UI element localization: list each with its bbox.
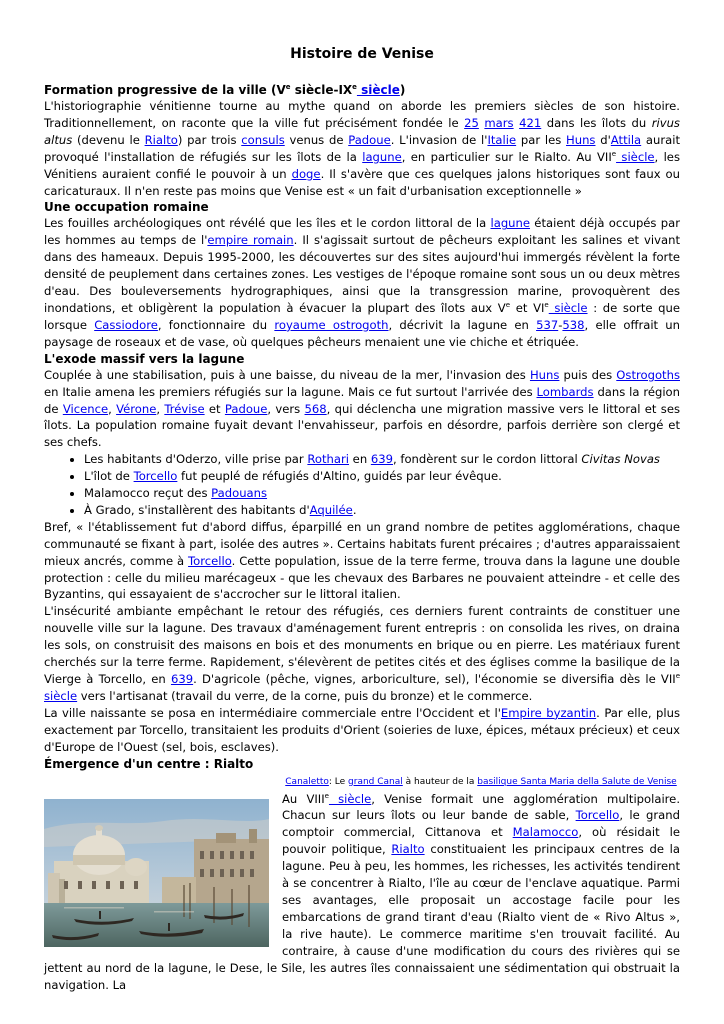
link-cassiodore[interactable]: Cassiodore — [94, 317, 158, 332]
link-aquilee[interactable]: Aquilée — [309, 502, 353, 517]
link-rialto[interactable]: Rialto — [391, 842, 425, 857]
link-siecle[interactable]: siècle — [356, 83, 400, 97]
section-heading-formation: Formation progressive de la ville (Ve siècle-IXe siècle) — [44, 83, 406, 97]
link-639[interactable]: 639 — [370, 452, 393, 467]
list-item: • Les habitants d'Oderzo, ville prise par Rothari en 639, fondèrent sur le cordon littoral Civitas Novas — [84, 451, 680, 468]
paragraph-insecurite: L'insécurité ambiante empêchant le retour des réfugiés, ces derniers furent contraints de constituer une nouvelle ville sur la lagune. Des travaux d'aménagement furent entrepris : on consolida les rives, on draina les sols, on construisit des maisons en bois et des monuments en brique ou en pierre. Les matériaux furent cherchés sur la terre ferme. Rapidement, s'élevèrent de petites cités et des églises comme la basilique de la Vierge à Torcello, en 639. D'agricole (pêche, vignes, arboriculture, sel), l'économie se diversifia dès le VIIe siècle vers l'artisanat (travail du verre, de la corne, puis du bronze) et le commerce. — [44, 604, 680, 703]
link-rialto[interactable]: Rialto — [144, 132, 178, 147]
canaletto-painting-image[interactable] — [44, 799, 269, 947]
link-torcello[interactable]: Torcello — [133, 469, 178, 484]
link-grand-canal[interactable]: grand Canal — [348, 776, 403, 787]
section-heading-occupation: Une occupation romaine — [44, 200, 209, 215]
link-siecle[interactable]: siècle — [548, 300, 588, 315]
link-siecle[interactable]: siècle — [328, 791, 372, 806]
link-huns[interactable]: Huns — [566, 132, 596, 147]
link-lagune[interactable]: lagune — [362, 149, 402, 164]
link-ostrogoths[interactable]: Ostrogoths — [616, 367, 680, 382]
link-lagune[interactable]: lagune — [490, 216, 531, 231]
link-torcello[interactable]: Torcello — [575, 808, 620, 823]
paragraph-intermediaire: La ville naissante se posa en intermédiaire commerciale entre l'Occident et l'Empire byzantin. Par elle, plus exactement par Torcello, transitaient les produits d'Orient (soieries de luxe, épices, métaux précieux) et ceux d'Europe de l'Ouest (sel, bois, esclaves). — [44, 705, 680, 754]
link-rothari[interactable]: Rothari — [307, 452, 349, 467]
link-568[interactable]: 568 — [304, 401, 327, 416]
link-639[interactable]: 639 — [170, 672, 194, 686]
link-padoue[interactable]: Padoue — [224, 401, 268, 416]
link-padouans[interactable]: Padouans — [211, 486, 268, 501]
link-attila[interactable]: Attila — [610, 132, 642, 147]
link-siecle[interactable]: siècle — [44, 688, 78, 703]
paragraph-occupation: Les fouilles archéologiques ont révélé que les îles et le cordon littoral de la lagune étaient déjà occupés par les hommes au temps de l'empire romain. Il s'agissait surtout de pêcheurs exploitant les salines et vivant dans des hameaux. Depuis 1995-2000, les découvertes sur des sites aujourd'hui immergés révèlent la forte densité de peuplement dans certaines zones. Les vestiges de l'époque romaine sont sous un ou deux mètres d'eau. Des bouleversements hydrographiques, ainsi que la transgression marine, provoquèrent des inondations, et obligèrent la population à évacuer la plupart des îlots aux Ve et VIe siècle : de sorte que lorsque Cassiodore, fonctionnaire du royaume ostrogoth, décrivit la lagune en 537-538, elle offrait un paysage de roseaux et de vase, où quelques pêcheurs menaient une vie chiche et étriquée. — [44, 216, 681, 349]
page-title: Histoire de Venise — [290, 46, 434, 62]
link-empire-byzantin[interactable]: Empire byzantin — [500, 705, 597, 720]
link-empire-romain[interactable]: empire romain — [207, 233, 294, 248]
link-vicence[interactable]: Vicence — [62, 401, 109, 416]
paragraph-bref: Bref, « l'établissement fut d'abord diffus, éparpillé en un grand nombre de petites agglomérations, chaque communauté se fixant à part, isolée des autres ». Certains habitats furent précaires ; d'autres apparaissaient mieux ancrés, comme à Torcello. Cette population, issue de la terre ferme, trouva dans la lagune une double protection : celle du milieu marécageux - que les chevaux des Barbares ne pouvaient atteindre - et celle des Byzantins, qui essayaient de s'accrocher sur le littoral italien. — [44, 519, 680, 602]
section-heading-exode: L'exode massif vers la lagune — [44, 351, 245, 366]
link-538[interactable]: 538 — [562, 317, 585, 332]
link-verone[interactable]: Vérone — [116, 401, 157, 416]
link-basilique-santa-maria[interactable]: basilique Santa Maria della Salute de Venise — [477, 776, 677, 787]
link-537[interactable]: 537 — [536, 317, 559, 332]
paragraph-rialto: Au VIIIe siècle, Venise formait une agglomération multipolaire. Chacun sur leurs îlots ou leur bande de sable, Torcello, le grand comptoir commercial, Cittanova et Malamocco, où résidait le pouvoir politique, Rialto constituaient les principaux centres de la lagune. Peu à peu, les hommes, les richesses, les activités tendirent à se concentrer à Rialto, l'île au cœur de l'enclave aquatique. Parmi ses avantages, elle proposait un accostage facile pour les embarcations de grand tirant d'eau (Rialto vient de « Rivo Altus », la rive haute). Le commerce maritime s'en trouvait facilité. Au contraire, à cause d'une modification du cours des rivières qui se jettent au nord de la lagune, le Dese, le Sile, les autres îles connaissaient une sédimentation qui obstruait la navigation. La — [44, 791, 681, 992]
link-malamocco[interactable]: Malamocco — [512, 825, 579, 840]
link-padoue[interactable]: Padoue — [348, 132, 391, 147]
paragraph-exode: Couplée à une stabilisation, puis à une baisse, du niveau de la mer, l'invasion des Huns puis des Ostrogoths en Italie amena les premiers réfugiés sur la lagune. Mais ce fut surtout l'arrivée des Lombards dans la région de Vicence, Vérone, Trévise et Padoue, vers 568, qui déclencha une migration massive vers le littoral et ses îlots. La population romaine fuyait devant l'envahisseur, parfois en désordre, parfois derrière son clergé et ses chefs. — [44, 367, 680, 450]
link-consuls[interactable]: consuls — [241, 132, 285, 147]
link-mars[interactable]: mars — [484, 115, 514, 130]
link-torcello[interactable]: Torcello — [188, 553, 232, 568]
paragraph-formation: L'historiographie vénitienne tourne au mythe quand on aborde les premiers siècles de son histoire. Traditionnellement, on raconte que la ville fut précisément fondée le 25 mars 421 dans les îlots du rivus altus (devenu le Rialto) par trois consuls venus de Padoue. L'invasion de l'Italie par les Huns d'Attila aurait provoqué l'installation de réfugiés sur les îlots de la lagune, en particulier sur le Rialto. Au VIIe siècle, les Vénitiens auraient confié le pouvoir à un doge. Il s'avère que ces quelques jalons historiques sont faux ou caricaturaux. Il n'en reste pas moins que Venise est « un fait d'urbanisation exceptionnelle » — [44, 99, 681, 198]
link-siecle[interactable]: siècle — [616, 149, 655, 164]
figure-canaletto — [44, 772, 276, 947]
link-doge[interactable]: doge — [291, 166, 321, 181]
link-italie[interactable]: Italie — [487, 132, 517, 147]
figure-caption: Canaletto: Le grand Canal à hauteur de la basilique Santa Maria della Salute de Venise — [285, 776, 677, 787]
link-421[interactable]: 421 — [519, 115, 542, 130]
link-25[interactable]: 25 — [464, 115, 479, 130]
link-lombards[interactable]: Lombards — [536, 384, 594, 399]
list-item: • L'îlot de Torcello fut peuplé de réfugiés d'Altino, guidés par leur évêque. — [84, 468, 680, 485]
link-royaume-ostrogoth[interactable]: royaume ostrogoth — [274, 317, 389, 332]
link-trevise[interactable]: Trévise — [164, 401, 205, 416]
bullet-list-refugies — [44, 451, 680, 519]
list-item: • À Grado, s'installèrent des habitants d'Aquilée. — [84, 502, 680, 519]
section-heading-rialto: Émergence d'un centre : Rialto — [44, 756, 254, 771]
link-huns[interactable]: Huns — [529, 367, 560, 382]
link-canaletto[interactable]: Canaletto — [285, 776, 329, 787]
document-body — [44, 44, 680, 993]
list-item: • Malamocco reçut des Padouans — [84, 485, 680, 502]
